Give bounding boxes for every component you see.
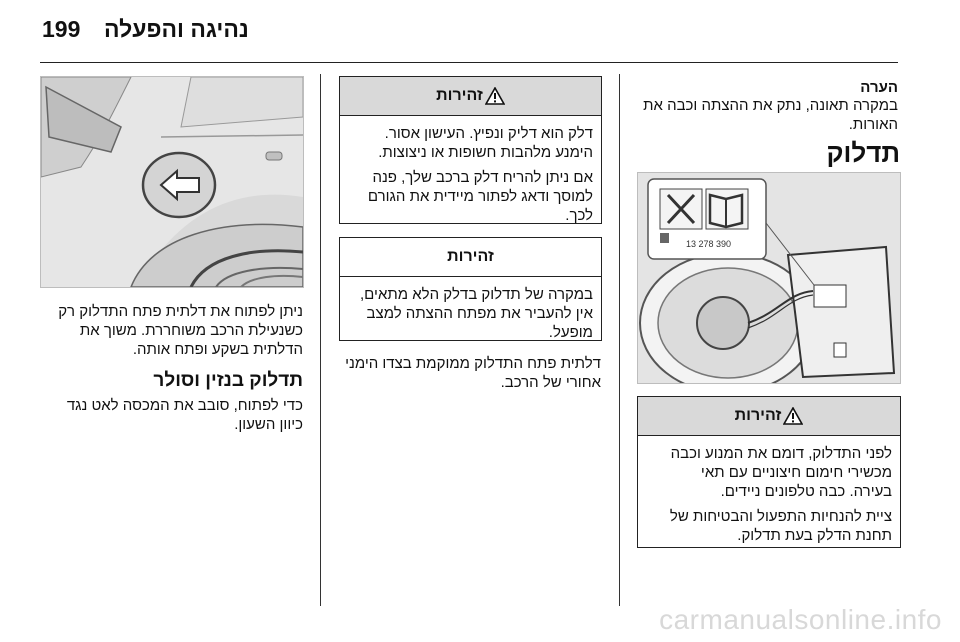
page-header xyxy=(0,0,960,62)
danger-line-3: אם ניתן להריח דלק ברכב שלך, פנה xyxy=(372,169,593,186)
fuel-door-figure xyxy=(637,172,901,384)
figure-label: 13 278 390 xyxy=(686,239,732,249)
warning-icon xyxy=(783,407,803,425)
danger-line-2: הימנע מלהבות חשופות או ניצוצות. xyxy=(378,144,593,161)
fuel-filler-illustration xyxy=(638,173,900,383)
page-title: נהיגה והפעלה xyxy=(104,16,249,42)
column-divider-left xyxy=(320,74,321,606)
watermark: carmanualsonline.info xyxy=(659,604,942,635)
notice-title: זהירות xyxy=(447,248,494,265)
caution-line-3: בעירה. כבה טלפונים ניידים. xyxy=(720,483,892,500)
caution-line-1: לפני התדלוק, דומם את המנוע וכבה xyxy=(670,445,892,462)
left-text-1: ניתן לפתוח את דלתית פתח התדלוק רק xyxy=(58,303,303,320)
notice-line-3: מופעל. xyxy=(548,324,593,341)
caution-line-2: מכשירי חימום חיצוניים עם תאי xyxy=(700,464,892,481)
danger-line-1: דלק הוא דליק ונפיץ. העישון אסור. xyxy=(384,125,593,142)
caution-line-5: תחנת הדלק בעת תדלוק. xyxy=(737,527,892,544)
notice-line-1: במקרה של תדלוק בדלק הלא מתאים, xyxy=(360,286,593,303)
caution-line-4: ציית להנחיות התפעול והבטיחות של xyxy=(669,508,892,525)
note-title: הערה xyxy=(860,79,898,96)
left-text-2: כשנעילת הרכב משוחררת. משוך את xyxy=(79,322,303,339)
caution-box-header xyxy=(638,397,900,436)
car-rear-illustration xyxy=(41,77,303,287)
middle-text-2: אחורי של הרכב. xyxy=(500,374,601,391)
page-number: 199 xyxy=(42,16,81,42)
danger-line-4: למוסך ודאג לפתור מיידית את הגורם xyxy=(367,188,593,205)
danger-box-fuel xyxy=(339,76,602,224)
danger-line-5: לכך. xyxy=(565,207,593,224)
subsection-title-petrol-diesel: תדלוק בנזין וסולר xyxy=(153,370,303,391)
left-text-5: כיוון השעון. xyxy=(234,416,303,433)
left-text-4: כדי לפתוח, סובב את המכסה לאט נגד xyxy=(66,397,303,414)
notice-box-wrong-fuel xyxy=(339,237,602,341)
middle-text-1: דלתית פתח התדלוק ממוקמת בצדו הימני xyxy=(345,355,601,372)
caution-box-refueling xyxy=(637,396,901,548)
section-title-refueling: תדלוק xyxy=(826,138,900,168)
note-text-1: במקרה תאונה, נתק את ההצתה וכבה את xyxy=(643,97,898,114)
left-text-3: הדלתית בשקע ופתח אותה. xyxy=(132,341,303,358)
warning-icon xyxy=(485,87,505,105)
fuel-door-location-figure xyxy=(40,76,304,288)
column-divider-right xyxy=(619,74,620,606)
header-rule xyxy=(40,62,898,63)
note-text-2: האורות. xyxy=(848,116,898,133)
caution-title: זהירות xyxy=(734,407,782,424)
danger-box-header xyxy=(340,77,601,116)
danger-title: זהירות xyxy=(436,87,483,104)
notice-line-2: אין להעביר את מפתח ההצתה למצב xyxy=(366,305,593,322)
notice-box-header xyxy=(340,238,601,277)
